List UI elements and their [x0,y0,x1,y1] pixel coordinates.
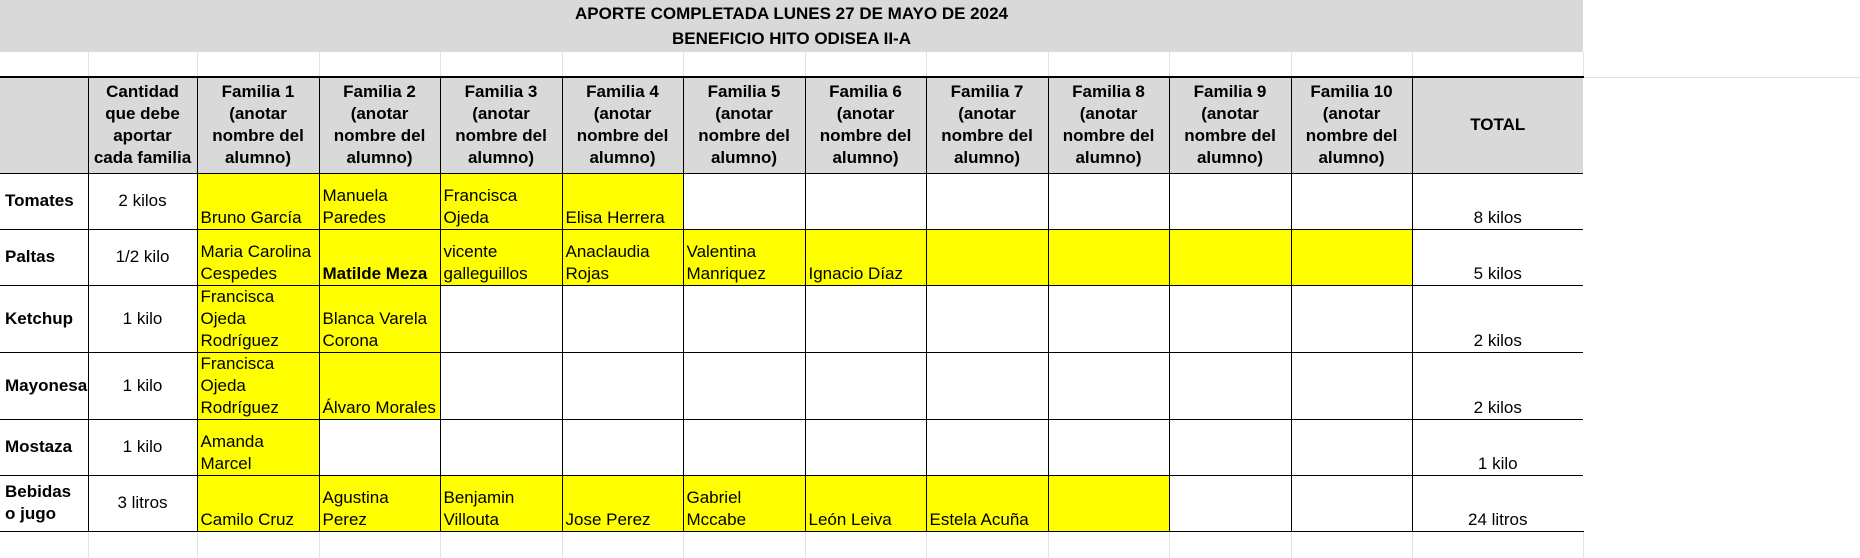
cell[interactable] [88,52,197,77]
family-cell[interactable] [1291,285,1412,352]
cell[interactable] [440,531,562,558]
family-cell[interactable] [1169,419,1291,475]
header-item[interactable] [0,77,88,173]
family-cell[interactable] [1169,173,1291,229]
cell[interactable] [1583,475,1860,531]
family-cell[interactable]: Estela Acuña [926,475,1048,531]
cell[interactable] [1583,52,1860,77]
quantity-cell[interactable]: 1 kilo [88,352,197,419]
family-cell[interactable]: Benjamin Villouta [440,475,562,531]
cell[interactable] [1048,52,1169,77]
family-cell[interactable] [805,352,926,419]
total-cell[interactable]: 24 litros [1412,475,1583,531]
cell[interactable] [197,531,319,558]
family-cell[interactable] [562,352,683,419]
cell[interactable] [197,52,319,77]
item-cell[interactable]: Paltas [0,229,88,285]
quantity-cell[interactable]: 1 kilo [88,285,197,352]
cell[interactable] [562,531,683,558]
cell[interactable] [1583,0,1860,26]
family-cell[interactable] [926,229,1048,285]
quantity-cell[interactable]: 2 kilos [88,173,197,229]
family-cell[interactable] [805,173,926,229]
family-cell[interactable] [1291,352,1412,419]
family-cell[interactable] [562,419,683,475]
sheet-title[interactable]: APORTE COMPLETADA LUNES 27 DE MAYO DE 2024 [0,0,1583,26]
table-row [0,419,1860,475]
family-cell[interactable] [1048,419,1169,475]
family-cell[interactable] [440,419,562,475]
total-cell[interactable]: 1 kilo [1412,419,1583,475]
table-row [0,285,1860,352]
family-cell[interactable] [1048,285,1169,352]
quantity-cell[interactable]: 1/2 kilo [88,229,197,285]
family-cell[interactable]: vicente galleguillos [440,229,562,285]
family-cell[interactable]: Ignacio Díaz [805,229,926,285]
family-cell[interactable] [440,352,562,419]
family-cell[interactable]: León Leiva [805,475,926,531]
family-cell[interactable]: Jose Perez [562,475,683,531]
cell[interactable] [1583,26,1860,52]
family-cell[interactable] [1169,285,1291,352]
family-cell[interactable]: Valentina Manriquez [683,229,805,285]
cell[interactable] [1169,531,1291,558]
cell[interactable] [1583,229,1860,285]
family-cell[interactable]: Elisa Herrera [562,173,683,229]
cell[interactable] [1583,352,1860,419]
cell[interactable] [926,531,1048,558]
quantity-cell[interactable]: 1 kilo [88,419,197,475]
family-cell[interactable] [683,173,805,229]
table-row [0,475,1860,531]
family-cell[interactable]: Blanca Varela Corona [319,285,440,352]
family-cell[interactable] [805,285,926,352]
cell[interactable] [1291,531,1412,558]
cell[interactable] [1291,52,1412,77]
cell[interactable] [562,52,683,77]
cell[interactable] [926,52,1048,77]
table-row [0,352,1860,419]
item-cell[interactable]: Mayonesa [0,352,88,419]
header-family-9[interactable]: Familia 9 (anotar nombre del alumno) [1169,77,1291,173]
family-cell[interactable] [1169,229,1291,285]
family-cell[interactable] [926,419,1048,475]
family-cell[interactable] [1291,419,1412,475]
family-cell[interactable]: Francisca Ojeda [440,173,562,229]
family-cell[interactable]: Matilde Meza [319,229,440,285]
cell[interactable] [88,531,197,558]
total-cell[interactable]: 2 kilos [1412,352,1583,419]
header-total[interactable]: TOTAL [1412,77,1583,173]
family-cell[interactable]: Gabriel Mccabe [683,475,805,531]
family-cell[interactable] [1048,229,1169,285]
family-cell[interactable]: Camilo Cruz [197,475,319,531]
header-family-2[interactable]: Familia 2 (anotar nombre del alumno) [319,77,440,173]
family-cell[interactable]: Amanda Marcel [197,419,319,475]
header-family-10[interactable]: Familia 10 (anotar nombre del alumno) [1291,77,1412,173]
cell[interactable] [1583,285,1860,352]
cell[interactable] [440,52,562,77]
family-cell[interactable] [683,352,805,419]
item-cell[interactable]: Ketchup [0,285,88,352]
cell[interactable] [1583,173,1860,229]
cell[interactable] [683,52,805,77]
header-family-3[interactable]: Familia 3 (anotar nombre del alumno) [440,77,562,173]
quantity-cell[interactable]: 3 litros [88,475,197,531]
family-cell[interactable] [1048,173,1169,229]
table-row [0,173,1860,229]
cell[interactable] [1412,531,1583,558]
family-cell[interactable] [1291,475,1412,531]
family-cell[interactable] [805,419,926,475]
family-cell[interactable]: Maria Carolina Cespedes [197,229,319,285]
family-cell[interactable]: Francisca Ojeda Rodríguez [197,352,319,419]
family-cell[interactable] [319,419,440,475]
item-cell[interactable]: Bebidas o jugo [0,475,88,531]
total-cell[interactable]: 2 kilos [1412,285,1583,352]
cell[interactable] [0,531,88,558]
cell[interactable] [805,531,926,558]
family-cell[interactable]: Anaclaudia Rojas [562,229,683,285]
cell[interactable] [1583,531,1860,558]
family-cell[interactable] [1048,475,1169,531]
total-cell[interactable]: 8 kilos [1412,173,1583,229]
cell[interactable] [683,531,805,558]
header-family-5[interactable]: Familia 5 (anotar nombre del alumno) [683,77,805,173]
header-family-8[interactable]: Familia 8 (anotar nombre del alumno) [1048,77,1169,173]
sheet-subtitle[interactable]: BENEFICIO HITO ODISEA II-A [0,26,1583,52]
header-family-1[interactable]: Familia 1 (anotar nombre del alumno) [197,77,319,173]
cell[interactable] [0,52,88,77]
cell[interactable] [1169,52,1291,77]
family-cell[interactable] [440,285,562,352]
family-cell[interactable]: Francisca Ojeda Rodríguez [197,285,319,352]
cell[interactable] [1412,52,1583,77]
family-cell[interactable] [926,285,1048,352]
cell[interactable] [319,52,440,77]
family-cell[interactable] [1169,475,1291,531]
item-cell[interactable]: Mostaza [0,419,88,475]
cell[interactable] [319,531,440,558]
cell[interactable] [805,52,926,77]
cell[interactable] [1583,77,1860,173]
header-family-7[interactable]: Familia 7 (anotar nombre del alumno) [926,77,1048,173]
family-cell[interactable]: Manuela Paredes [319,173,440,229]
header-family-6[interactable]: Familia 6 (anotar nombre del alumno) [805,77,926,173]
family-cell[interactable] [562,285,683,352]
family-cell[interactable] [1291,173,1412,229]
family-cell[interactable] [1048,352,1169,419]
family-cell[interactable]: Agustina Perez [319,475,440,531]
item-cell[interactable]: Tomates [0,173,88,229]
family-cell[interactable] [1169,352,1291,419]
header-quantity[interactable]: Cantidad que debe aportar cada familia [88,77,197,173]
cell[interactable] [1583,419,1860,475]
cell[interactable] [1048,531,1169,558]
family-cell[interactable]: Álvaro Morales [319,352,440,419]
family-cell[interactable] [1291,229,1412,285]
total-cell[interactable]: 5 kilos [1412,229,1583,285]
family-cell[interactable] [926,352,1048,419]
header-family-4[interactable]: Familia 4 (anotar nombre del alumno) [562,77,683,173]
family-cell[interactable] [926,173,1048,229]
table-row [0,229,1860,285]
family-cell[interactable] [683,285,805,352]
header-row [0,77,1860,173]
family-cell[interactable]: Bruno García [197,173,319,229]
family-cell[interactable] [683,419,805,475]
